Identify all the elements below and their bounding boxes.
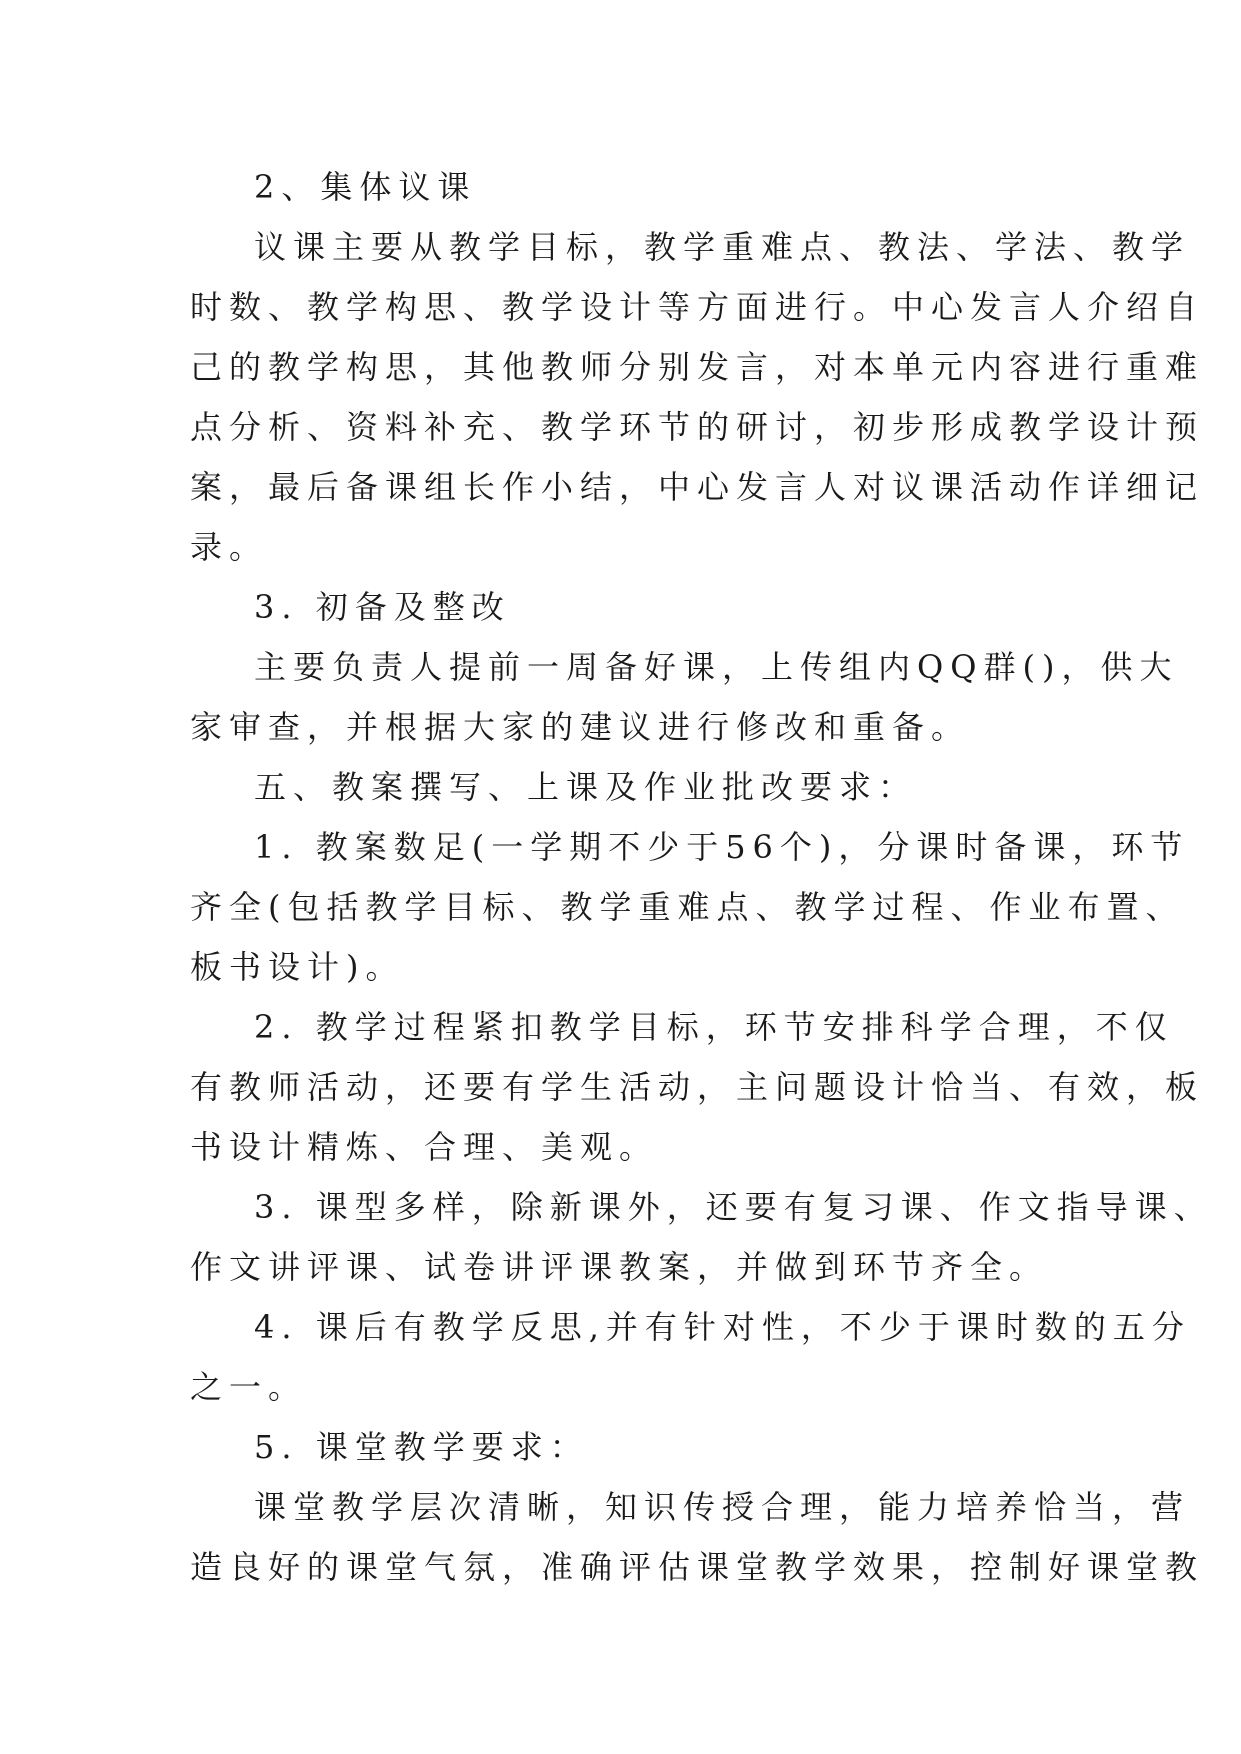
- paragraph-line: 录。: [190, 528, 269, 566]
- paragraph-line: 案，最后备课组长作小结，中心发言人对议课活动作详细记: [190, 468, 1205, 506]
- list-item-line: 书设计精炼、合理、美观。: [190, 1128, 659, 1166]
- paragraph-line: 己的教学构思，其他教师分别发言，对本单元内容进行重难: [190, 348, 1205, 386]
- paragraph-line: 家审查，并根据大家的建议进行修改和重备。: [190, 708, 971, 746]
- section-heading-classroom-requirements: 5. 课堂教学要求：: [254, 1428, 589, 1466]
- list-item-line: 1. 教案数足(一学期不少于56个)，分课时备课，环节: [254, 828, 1190, 866]
- paragraph-line: 主要负责人提前一周备好课，上传组内QQ群()，供大: [254, 648, 1179, 686]
- list-item-line: 板书设计)。: [190, 948, 405, 986]
- paragraph-line: 点分析、资料补充、教学环节的研讨，初步形成教学设计预: [190, 408, 1205, 446]
- section-heading-initial-prep: 3. 初备及整改: [254, 588, 511, 626]
- paragraph-line: 造良好的课堂气氛，准确评估课堂教学效果，控制好课堂教: [190, 1548, 1205, 1586]
- list-item-line: 有教师活动，还要有学生活动，主问题设计恰当、有效，板: [190, 1068, 1205, 1106]
- list-item-line: 4. 课后有教学反思,并有针对性，不少于课时数的五分: [254, 1308, 1191, 1346]
- list-item-line: 之一。: [190, 1368, 308, 1406]
- list-item-line: 2. 教学过程紧扣教学目标，环节安排科学合理，不仅: [254, 1008, 1174, 1046]
- paragraph-line: 议课主要从教学目标，教学重难点、教法、学法、教学: [254, 228, 1191, 266]
- list-item-line: 3. 课型多样，除新课外，还要有复习课、作文指导课、: [254, 1188, 1213, 1226]
- section-heading-collective-discussion: 2、集体议课: [254, 168, 477, 206]
- paragraph-line: 时数、教学构思、教学设计等方面进行。中心发言人介绍自: [190, 288, 1205, 326]
- list-item-line: 齐全(包括教学目标、教学重难点、教学过程、作业布置、: [190, 888, 1185, 926]
- list-item-line: 作文讲评课、试卷讲评课教案，并做到环节齐全。: [190, 1248, 1049, 1286]
- document-body: [190, 157, 1213, 1597]
- paragraph-line: 课堂教学层次清晰，知识传授合理，能力培养恰当，营: [254, 1488, 1191, 1526]
- section-heading-lesson-plan-requirements: 五、教案撰写、上课及作业批改要求：: [254, 768, 918, 806]
